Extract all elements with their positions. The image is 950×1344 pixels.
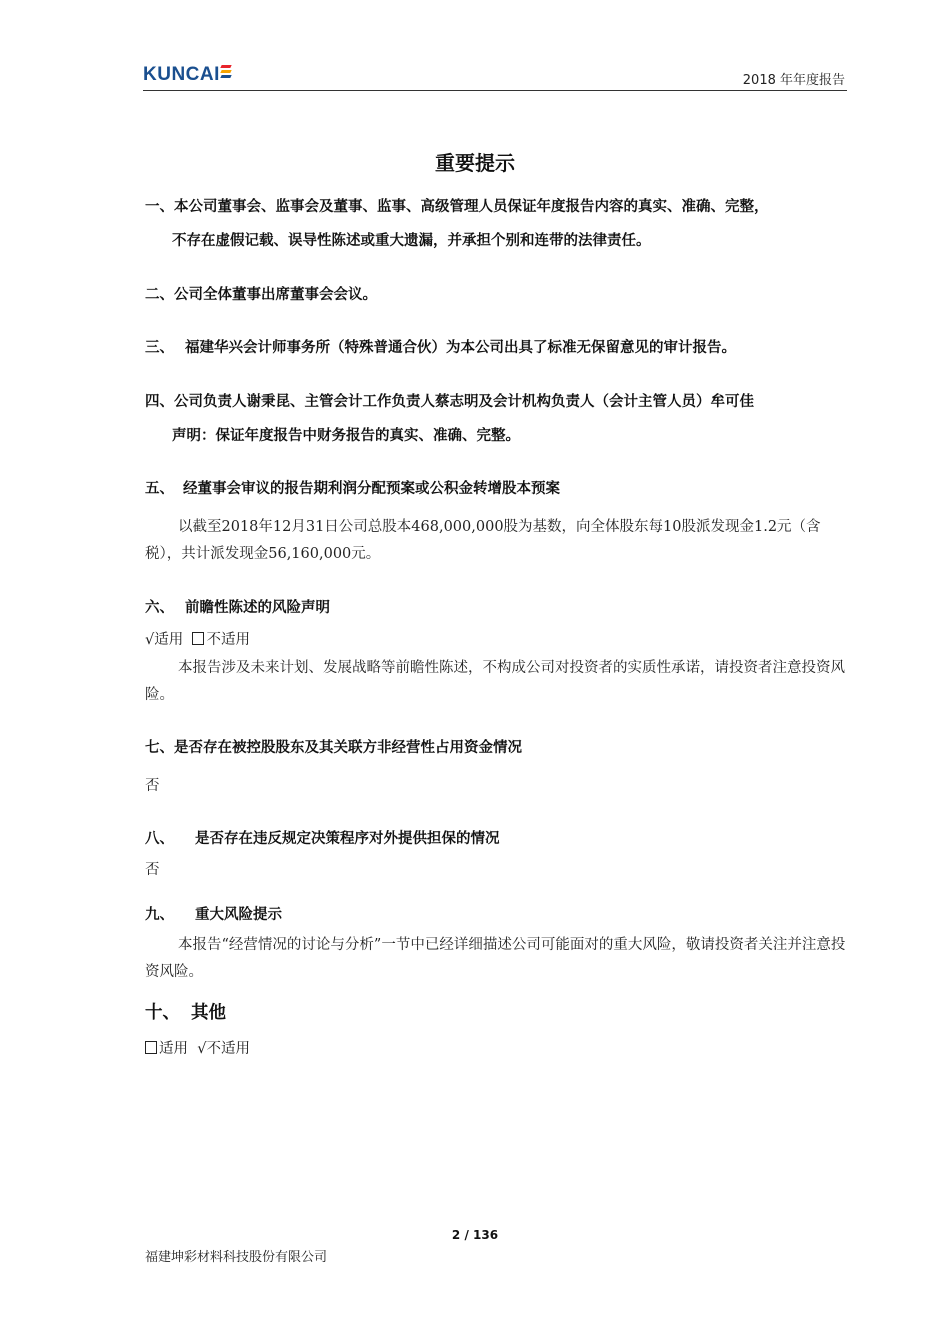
item-5 <box>145 472 560 506</box>
company-logo <box>143 64 231 86</box>
page-number: 2 / 136 <box>451 1228 499 1242</box>
item-7-number: 七、 <box>145 740 174 756</box>
unchecked-box-icon <box>145 1041 157 1054</box>
item-4-number: 四、 <box>145 394 174 410</box>
logo-mark-icon <box>221 65 231 81</box>
item-1-number: 一、 <box>145 199 174 215</box>
item-10-options <box>145 1037 250 1061</box>
item-3-number: 三、 <box>145 340 174 356</box>
item-2 <box>145 278 377 312</box>
item-6-text: 前瞻性陈述的风险声明 <box>185 600 330 616</box>
page-header <box>143 60 847 91</box>
item-9-body <box>145 932 850 986</box>
item-7 <box>145 731 522 765</box>
item-5-text: 经董事会审议的报告期利润分配预案或公积金转增股本预案 <box>183 481 560 497</box>
item-3 <box>145 331 736 365</box>
item-1 <box>145 190 769 224</box>
item-10-not-applicable-checked: √不适用 <box>197 1041 250 1057</box>
report-title: 2018 年年度报告 <box>742 73 845 88</box>
item-9-body-text: 本报告“经营情况的讨论与分析”一节中已经详细描述公司可能面对的重大风险，敬请投资者关注并注意投资风险。 <box>145 937 846 980</box>
page-title: 重要提示 <box>435 151 515 175</box>
item-10-applicable: 适用 <box>159 1041 188 1057</box>
item-8-text: 是否存在违反规定决策程序对外提供担保的情况 <box>195 831 500 847</box>
item-6-options <box>145 628 250 652</box>
item-6-not-applicable: 不适用 <box>206 632 250 648</box>
item-7-answer: 否 <box>145 778 160 794</box>
item-10-text: 其他 <box>191 1003 226 1023</box>
item-4-line-1: 公司负责人谢秉昆、主管会计工作负责人蔡志明及会计机构负责人（会计主管人员）牟可佳 <box>174 394 754 410</box>
item-1-line-2: 不存在虚假记载、误导性陈述或重大遗漏，并承担个别和连带的法律责任。 <box>172 233 651 249</box>
item-5-body-text: 以截至2018年12月31日公司总股本468,000,000股为基数，向全体股东每10股派发现金1.2元（含税），共计派发现金56,160,000元。 <box>145 519 821 562</box>
unchecked-box-icon <box>192 632 204 645</box>
item-8 <box>145 822 500 856</box>
item-5-number: 五、 <box>145 481 174 497</box>
item-2-number: 二、 <box>145 287 174 303</box>
item-6 <box>145 591 330 625</box>
item-6-applicable-checked: √适用 <box>145 632 184 648</box>
item-9-number: 九、 <box>145 907 174 923</box>
item-6-body-text: 本报告涉及未来计划、发展战略等前瞻性陈述，不构成公司对投资者的实质性承诺，请投资者注意投资风险。 <box>145 660 845 703</box>
item-10-number: 十、 <box>145 1003 180 1023</box>
item-5-body <box>145 514 850 568</box>
item-10 <box>145 996 226 1030</box>
item-9 <box>145 898 282 932</box>
item-3-text: 福建华兴会计师事务所（特殊普通合伙）为本公司出具了标准无保留意见的审计报告。 <box>185 340 736 356</box>
item-9-text: 重大风险提示 <box>195 907 282 923</box>
item-8-answer: 否 <box>145 862 160 878</box>
item-6-number: 六、 <box>145 600 174 616</box>
item-6-body <box>145 655 850 709</box>
item-7-text: 是否存在被控股股东及其关联方非经营性占用资金情况 <box>174 740 522 756</box>
item-1-line-1: 本公司董事会、监事会及董事、监事、高级管理人员保证年度报告内容的真实、准确、完整， <box>174 199 769 215</box>
item-4-line-2: 声明：保证年度报告中财务报告的真实、准确、完整。 <box>172 428 520 444</box>
item-2-text: 公司全体董事出席董事会会议。 <box>174 287 377 303</box>
item-8-number: 八、 <box>145 831 174 847</box>
footer-company: 福建坤彩材料科技股份有限公司 <box>145 1250 328 1265</box>
logo-text: KUNCAI <box>143 64 220 85</box>
item-4 <box>145 385 754 419</box>
